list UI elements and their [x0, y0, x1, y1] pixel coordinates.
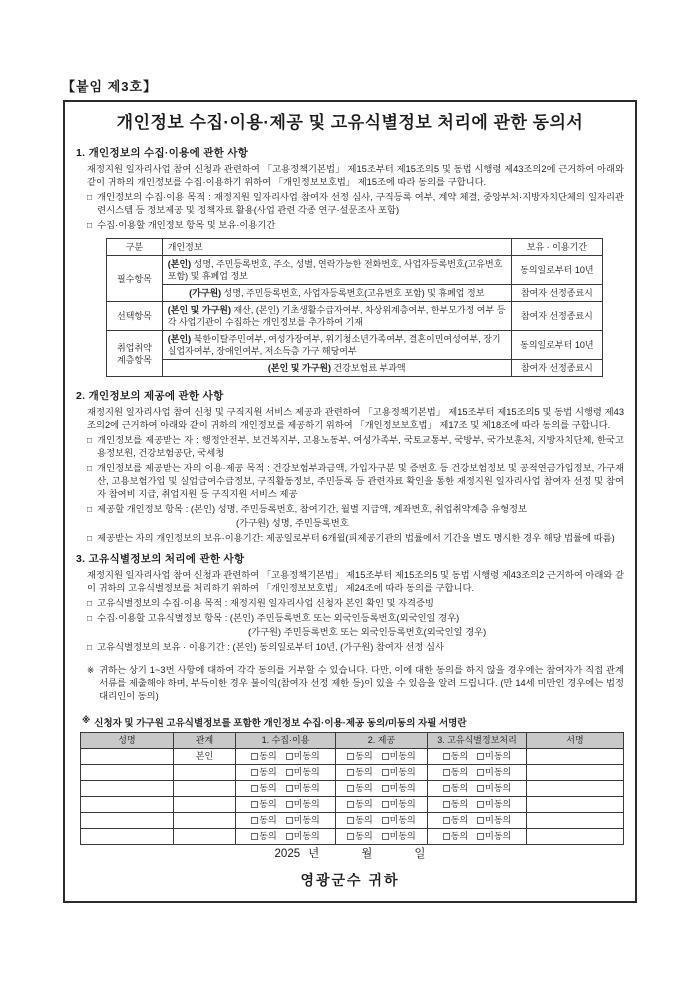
agree-checkbox-icon[interactable] [251, 785, 258, 792]
agree-label: 동의 [259, 767, 277, 777]
col-header-type: 구분 [107, 239, 163, 256]
signature-cell[interactable] [527, 797, 624, 813]
consent-cell [236, 781, 336, 797]
square-bullet-icon: □ [87, 504, 93, 514]
consent-cell [428, 813, 527, 829]
name-cell[interactable] [81, 813, 174, 829]
consent-cell [336, 829, 428, 845]
disagree-checkbox-icon[interactable] [382, 801, 389, 808]
relation-cell[interactable] [174, 765, 236, 781]
year-suffix: 년 [308, 848, 320, 860]
disagree-checkbox-icon[interactable] [286, 753, 293, 760]
section2-intro: 재정지원 일자리사업 참여 신청 및 구직지원 서비스 제공과 관련하여 「고용정책기본법」 제15조부터 제15조의5 및 동법 시행령 제43조의2에 근거하여 아래와 같이 귀하의 개인정보를 제공하기 위하여 「개인정보보호법」 제17조 및 제18조에 따라 동의를 구합니다. [87, 407, 624, 430]
disagree-label: 미동의 [293, 815, 320, 825]
col-header-provide: 2. 제공 [336, 733, 428, 749]
signature-cell[interactable] [527, 813, 624, 829]
document-footer [76, 845, 624, 896]
section1-bullet-items: □ 수집·이용할 개인정보 항목 및 보유·이용기간 [87, 220, 276, 230]
disagree-checkbox-icon[interactable] [286, 769, 293, 776]
section2-heading: 2. 개인정보의 제공에 관한 사항 [76, 390, 224, 402]
square-bullet-icon: □ [87, 463, 93, 473]
disagree-label: 미동의 [389, 751, 416, 761]
disagree-checkbox-icon[interactable] [286, 833, 293, 840]
consent-cell [236, 829, 336, 845]
agree-checkbox-icon[interactable] [443, 801, 450, 808]
disagree-checkbox-icon[interactable] [382, 753, 389, 760]
relation-cell: 본인 [174, 749, 236, 765]
consent-cell [428, 797, 527, 813]
section3-bullet-items-family: (가구원) 주민등록번호 또는 외국인등록번호(외국인일 경우) [248, 627, 487, 637]
row-label-optional: 선택항목 [107, 302, 163, 331]
disagree-label: 미동의 [389, 831, 416, 841]
disagree-label: 미동의 [293, 751, 320, 761]
date-line [76, 845, 624, 861]
agree-checkbox-icon[interactable] [347, 817, 354, 824]
disagree-checkbox-icon[interactable] [286, 785, 293, 792]
agree-checkbox-icon[interactable] [347, 753, 354, 760]
disagree-label: 미동의 [389, 783, 416, 793]
agree-checkbox-icon[interactable] [251, 801, 258, 808]
disagree-checkbox-icon[interactable] [477, 785, 484, 792]
col-header-name: 성명 [81, 733, 174, 749]
agree-checkbox-icon[interactable] [251, 817, 258, 824]
relation-cell[interactable] [174, 829, 236, 845]
col-header-unique-id: 3. 고유식별정보처리 [428, 733, 527, 749]
section2-bullet-receiver: □ 개인정보를 제공받는 자 : 행정안전부, 보건복지부, 고용노동부, 여성가족부, 국토교통부, 국방부, 국가보훈처, 지방자치단체, 한국고용정보원, 건강보험공단, 국세청 [87, 435, 624, 458]
agree-label: 동의 [355, 815, 373, 825]
section1-bullet-purpose: □ 개인정보의 수집·이용 목적 : 재정지원 일자리사업 참여자 선정 심사, 구직등록 여부, 계약 체결, 중앙부처·지방자치단체의 일자리관련시스템 등 정보제공 및 정책자료 활용(사업 관련 각종 연구·설문조사 포함) [87, 192, 624, 215]
square-bullet-icon: □ [87, 533, 93, 543]
disagree-label: 미동의 [293, 767, 320, 777]
section2-bullet-items-family: (가구원) 성명, 주민등록번호 [236, 518, 349, 528]
optional-cell: (본인 및 가구원) 재산, (본인) 기초생활수급자여부, 차상위계층여부, 한부모가정 여부 등 각 사업기관이 수집하는 개인정보를 추가하여 기재 [162, 302, 511, 331]
col-header-info: 개인정보 [162, 239, 511, 256]
square-bullet-icon: □ [87, 598, 93, 608]
agree-label: 동의 [259, 815, 277, 825]
disagree-label: 미동의 [389, 815, 416, 825]
name-cell[interactable] [81, 829, 174, 845]
agree-label: 동의 [259, 799, 277, 809]
agree-checkbox-icon[interactable] [443, 753, 450, 760]
relation-cell[interactable] [174, 781, 236, 797]
square-bullet-icon: □ [87, 435, 93, 445]
section3-bullet-retention: □ 고유식별정보의 보유 · 이용기간 : (본인) 동의일로부터 10년, (가구원) 참여자 선정 심사 [87, 642, 444, 652]
section2-bullet-items: □ 제공할 개인정보 항목 : (본인) 성명, 주민등록번호, 참여기간, 월별 지급액, 계좌번호, 취업취약계층 유형정보 [87, 504, 528, 514]
agree-label: 동의 [450, 831, 469, 841]
consent-cell [336, 749, 428, 765]
required-self-period: 동의일로부터 10년 [511, 256, 602, 285]
name-cell[interactable] [81, 797, 174, 813]
agree-checkbox-icon[interactable] [347, 833, 354, 840]
disagree-label: 미동의 [485, 799, 512, 809]
agree-checkbox-icon[interactable] [443, 833, 450, 840]
agree-label: 동의 [355, 783, 373, 793]
disagree-checkbox-icon[interactable] [477, 801, 484, 808]
disagree-checkbox-icon[interactable] [477, 769, 484, 776]
square-bullet-icon: □ [87, 192, 93, 202]
consent-signature-table [80, 732, 624, 845]
consent-cell [336, 781, 428, 797]
name-cell[interactable] [81, 765, 174, 781]
agree-checkbox-icon[interactable] [347, 801, 354, 808]
agree-checkbox-icon[interactable] [443, 817, 450, 824]
table-row [81, 765, 624, 781]
signature-cell[interactable] [527, 781, 624, 797]
required-family-period: 참여자 선정종료시 [511, 285, 602, 302]
disagree-checkbox-icon[interactable] [477, 833, 484, 840]
disagree-checkbox-icon[interactable] [477, 817, 484, 824]
agree-checkbox-icon[interactable] [347, 785, 354, 792]
section3-bullet-items: □ 수집·이용할 고유식별정보 항목 : (본인) 주민등록번호 또는 외국인등록번호(외국인일 경우) [87, 613, 460, 623]
section1-heading: 1. 개인정보의 수집·이용에 관한 사항 [76, 147, 249, 159]
table-row [107, 360, 603, 377]
disagree-label: 미동의 [389, 799, 416, 809]
required-family-cell: (가구원) 성명, 주민등록번호, 사업자등록번호(고유번호 포함) 및 휴폐업 정보 [162, 285, 511, 302]
agree-label: 동의 [355, 751, 373, 761]
agree-label: 동의 [259, 751, 277, 761]
vulnerable-self-period: 동의일로부터 10년 [511, 331, 602, 360]
day-suffix: 일 [414, 848, 426, 860]
consent-cell [428, 781, 527, 797]
required-self-cell: (본인) 성명, 주민등록번호, 주소, 성별, 연락가능한 전화번호, 사업자등록번호(고유번호 포함) 및 휴폐업 정보 [162, 256, 511, 285]
consent-cell [336, 765, 428, 781]
table-row [81, 797, 624, 813]
col-header-period: 보유 · 이용기간 [511, 239, 602, 256]
agree-label: 동의 [355, 799, 373, 809]
signature-cell[interactable] [527, 829, 624, 845]
relation-cell[interactable] [174, 797, 236, 813]
disagree-checkbox-icon[interactable] [382, 817, 389, 824]
disagree-label: 미동의 [389, 767, 416, 777]
month-suffix: 월 [361, 848, 373, 860]
consent-cell [236, 813, 336, 829]
signature-cell[interactable] [527, 765, 624, 781]
disagree-checkbox-icon[interactable] [286, 817, 293, 824]
agree-checkbox-icon[interactable] [251, 753, 258, 760]
disagree-label: 미동의 [293, 783, 320, 793]
agree-checkbox-icon[interactable] [251, 833, 258, 840]
disagree-checkbox-icon[interactable] [382, 833, 389, 840]
table-row [107, 285, 603, 302]
square-bullet-icon: □ [87, 642, 93, 652]
square-bullet-icon: □ [87, 220, 93, 230]
disagree-checkbox-icon[interactable] [286, 801, 293, 808]
consent-cell [236, 749, 336, 765]
consent-cell [336, 797, 428, 813]
table-row [107, 331, 603, 360]
agree-label: 동의 [355, 831, 373, 841]
square-bullet-icon: □ [87, 613, 93, 623]
consent-cell [428, 829, 527, 845]
agree-checkbox-icon[interactable] [251, 769, 258, 776]
name-cell[interactable] [81, 749, 174, 765]
row-label-vulnerable: 취업취약 계층항목 [107, 331, 163, 377]
row-label-required: 필수항목 [107, 256, 163, 302]
vulnerable-family-period: 참여자 선정종료시 [511, 360, 602, 377]
section3-intro: 재정지원 일자리사업 참여 신청과 관련하여 「고용정책기본법」 제15조부터 제15조의5 및 동법 시행령 제43조의2 근거하여 아래와 같이 귀하의 고유식별정보를 처리하기 위하여 「개인정보보호법」 제24조에 따라 동의를 구합니다. [87, 570, 624, 593]
disagree-label: 미동의 [293, 799, 320, 809]
consent-cell [236, 765, 336, 781]
signature-header-row [81, 733, 624, 749]
optional-period: 참여자 선정종료시 [511, 302, 602, 331]
consent-cell [236, 797, 336, 813]
vulnerable-family-cell: (본인 및 가구원) 건강보험료 부과액 [162, 360, 511, 377]
agree-checkbox-icon[interactable] [443, 785, 450, 792]
table-row [81, 829, 624, 845]
recipient-line: 영광군수 귀하 [300, 872, 400, 888]
agree-label: 동의 [355, 767, 373, 777]
table-row [81, 813, 624, 829]
disagree-label: 미동의 [485, 767, 512, 777]
agree-checkbox-icon[interactable] [347, 769, 354, 776]
disagree-label: 미동의 [485, 815, 512, 825]
section2-bullet-retention: □ 제공받는 자의 개인정보의 보유·이용기간: 제공일로부터 6개월(피제공기관의 법률에서 기간을 별도 명시한 경우 해당 법률에 따름) [87, 533, 615, 543]
disagree-checkbox-icon[interactable] [477, 753, 484, 760]
table-row [107, 302, 603, 331]
consent-cell [428, 765, 527, 781]
disagree-checkbox-icon[interactable] [382, 769, 389, 776]
table-row [81, 749, 624, 765]
agree-label: 동의 [259, 783, 277, 793]
section2-bullet-purpose: □ 개인정보를 제공받는 자의 이용·제공 목적 : 건강보험부과금액, 가입자구분 및 증번호 등 건강보험정보 및 공적연금가입정보, 가구재산, 고용보험가입 및 실업급여수급정보, 구직활동정보, 주민등록 등 관련자료 확인을 통한 재정지원 일자리사업 참여자 선정 및 참여자 참여비 지급, 취업지원 등 구직지원 서비스 제공 [87, 463, 624, 499]
name-cell[interactable] [81, 781, 174, 797]
consent-cell [336, 813, 428, 829]
disagree-label: 미동의 [485, 783, 512, 793]
section3-heading: 3. 고유식별정보의 처리에 관한 사항 [76, 553, 245, 565]
col-header-collect-use: 1. 수집·이용 [236, 733, 336, 749]
disagree-checkbox-icon[interactable] [382, 785, 389, 792]
date-year: 2025 [274, 848, 301, 860]
reference-mark-icon: ※ [82, 715, 91, 725]
document-frame [63, 100, 637, 903]
table-row [81, 781, 624, 797]
section1-intro: 재정지원 일자리사업 참여 신청과 관련하여 「고용정책기본법」 제15조부터 제15조의5 및 동법 시행령 제43조의2에 근거하여 아래와 같이 귀하의 개인정보를 수집·이용하기 위하여 「개인정보보호법」 제15조에 따라 동의를 구합니다. [87, 164, 624, 187]
col-header-signature: 서명 [527, 733, 624, 749]
col-header-relation: 관계 [174, 733, 236, 749]
signature-cell[interactable] [527, 749, 624, 765]
attachment-label: 【붙임 제3호】 [62, 79, 158, 94]
disagree-label: 미동의 [293, 831, 320, 841]
personal-info-table [106, 238, 603, 377]
disagree-label: 미동의 [485, 831, 512, 841]
agree-label: 동의 [450, 799, 469, 809]
agree-label: 동의 [450, 751, 469, 761]
table-row [107, 256, 603, 285]
disagree-label: 미동의 [485, 751, 512, 761]
reference-mark-icon: ※ [87, 665, 95, 675]
agree-label: 동의 [450, 815, 469, 825]
relation-cell[interactable] [174, 813, 236, 829]
agree-label: 동의 [450, 783, 469, 793]
section3-bullet-purpose: □ 고유식별정보의 수집·이용 목적 : 재정지원 일자리사업 신청자 본인 확인 및 자격증빙 [87, 598, 434, 608]
agree-label: 동의 [450, 767, 469, 777]
table-header-row [107, 239, 603, 256]
refusal-notice: ※ 귀하는 상기 1~3번 사항에 대하여 각각 동의를 거부할 수 있습니다. 다만, 이에 대한 동의를 하지 않을 경우에는 참여자가 직접 관계서류를 제출해야 하며, 부득이한 경우 불이익(참여자 선정 제한 등)이 있을 수 있음을 알려 드립니다. (만 14세 미만인 경우에는 법정대리인이 동의) [87, 665, 624, 701]
vulnerable-self-cell: (본인) 북한이탈주민여부, 여성가장여부, 위기청소년가족여부, 결혼이민여성여부, 장기실업자여부, 장애인여부, 저소득층 가구 해당여부 [162, 331, 511, 360]
page-title: 개인정보 수집·이용·제공 및 고유식별정보 처리에 관한 동의서 [116, 113, 584, 132]
agree-label: 동의 [259, 831, 277, 841]
consent-cell [428, 749, 527, 765]
agree-checkbox-icon[interactable] [443, 769, 450, 776]
signature-table-caption: ※ 신청자 및 가구원 고유식별정보를 포함한 개인정보 수집·이용·제공 동의/미동의 자필 서명란 [82, 715, 467, 729]
